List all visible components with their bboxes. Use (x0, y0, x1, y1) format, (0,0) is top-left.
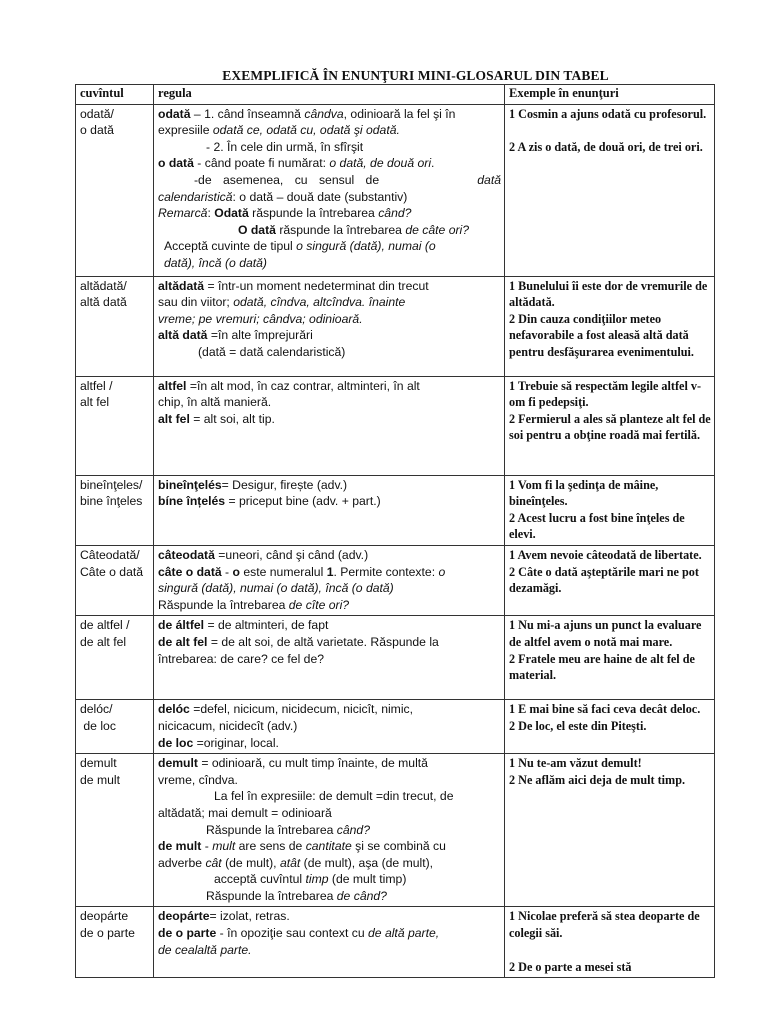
rule-text: o dată, de două ori (329, 156, 432, 171)
rule-text: odată ce, odată cu, odată şi odată. (212, 123, 400, 138)
rule-text: vreme, cîndva. (158, 772, 238, 787)
header-rule: regula (154, 85, 505, 105)
headword: deopárte (158, 909, 210, 924)
rule-text: de altă parte, (368, 926, 440, 941)
headword: de alt fel (158, 634, 208, 649)
word-line: alt fel (80, 395, 110, 410)
headword: altă dată (158, 328, 208, 343)
word-line: altfel / (80, 378, 113, 393)
table-row (76, 754, 715, 907)
rule-text: de cîte ori? (288, 597, 350, 612)
word-cell (76, 276, 154, 376)
rule-text: odată, cîndva, altcîndva. înainte (233, 295, 406, 310)
rule-cell (154, 545, 505, 615)
headword: demult (158, 756, 198, 771)
rule-text: adverbe (158, 855, 206, 870)
rule-cell (154, 754, 505, 907)
rule-text: - 2. În cele din urmă, în sfîrşit (206, 139, 364, 154)
rule-text: = priceput bine (adv. + part.) (225, 494, 381, 509)
numeral: 1 (326, 564, 334, 579)
headword: o dată (158, 156, 194, 171)
example-sentence: 2 A zis o dată, de două ori, de trei ori. (509, 140, 703, 155)
rule-text: Acceptă cuvinte de tipul (164, 239, 297, 254)
examples-cell (505, 104, 715, 276)
table-row (76, 276, 715, 376)
word-line: de alt fel (80, 634, 127, 649)
word-line: Câte o dată (80, 564, 144, 579)
example-sentence: 1 Vom fi la şedinţa de mâine, bineînţeles. (509, 477, 659, 509)
word-cell (76, 907, 154, 978)
word-cell (76, 700, 154, 754)
headword: de mult (158, 839, 202, 854)
rule-text: este numeralul (239, 564, 327, 579)
rule-text: =în alt mod, în caz contrar, altminteri, în alt (186, 378, 420, 393)
rule-text: , odinioară la fel şi în (343, 106, 456, 121)
rule-text: calendaristică (158, 189, 233, 204)
examples-cell (505, 276, 715, 376)
rule-text: cândva (304, 106, 344, 121)
word-line: bineînţeles/ (80, 477, 143, 492)
rule-text: nicicacum, nicidecît (adv.) (158, 718, 298, 733)
table-row (76, 616, 715, 700)
word-line: demult (80, 756, 117, 771)
headword: altădată (158, 278, 205, 293)
rule-text: =originar, local. (193, 735, 279, 750)
rule-text: = de altminteri, de fapt (204, 618, 329, 633)
word-line: delóc/ (80, 702, 113, 717)
table-row (76, 475, 715, 545)
rule-text: =defel, nicicum, nicidecum, nicicît, nimic, (189, 702, 414, 717)
rule-cell (154, 276, 505, 376)
word-line: de o parte (80, 926, 135, 941)
headword: O dată (238, 222, 276, 237)
rule-text: când? (378, 206, 412, 221)
rule-text: – 1. când înseamnă (190, 106, 305, 121)
rule-text: întrebarea: de care? ce fel de? (158, 651, 324, 666)
rule-text: de câte ori? (405, 222, 470, 237)
header-examples: Exemple în enunţuri (505, 85, 715, 105)
example-sentence: 2 De o parte a mesei stă (509, 959, 632, 974)
example-sentence: 2 Din cauza condiţiilor meteo nefavorabile a fost aleasă altă dată pentru desfăşurarea evenimentului. (509, 311, 694, 359)
headword: de áltfel (158, 618, 205, 633)
rule-text: o (438, 564, 446, 579)
example-sentence: 2 Ne aflăm aici deja de mult timp. (509, 772, 686, 787)
example-sentence: 1 Trebuie să respectăm legile altfel v-om fi pedepsiţi. (509, 378, 702, 410)
rule-text: Răspunde la întrebarea (206, 888, 337, 903)
rule-cell (154, 616, 505, 700)
example-sentence: 2 Acest lucru a fost bine înţeles de elevi. (509, 510, 685, 542)
example-sentence: 1 Nu te-am văzut demult! (509, 756, 642, 771)
rule-text: răspunde la întrebarea (248, 206, 379, 221)
rule-text: de când? (336, 888, 387, 903)
example-sentence: 1 Avem nevoie câteodată de libertate. (509, 547, 702, 562)
word-cell (76, 376, 154, 475)
headword: alt fel (158, 411, 190, 426)
word-line: bine înţeles (80, 494, 143, 509)
page-title: EXEMPLIFICĂ ÎN ENUNŢURI MINI-GLOSARUL DIN TABEL (222, 68, 609, 83)
rule-text: răspunde la întrebarea (275, 222, 406, 237)
example-sentence: 2 Fratele meu are haine de alt fel de material. (509, 651, 695, 683)
example-sentence: 2 De loc, el este din Piteşti. (509, 718, 647, 733)
headword: odată (158, 106, 191, 121)
headword: de loc (158, 735, 194, 750)
table-row (76, 700, 715, 754)
table-row (76, 907, 715, 978)
word-line: odată/ (80, 106, 114, 121)
rule-text: = Desigur, firește (adv.) (221, 477, 348, 492)
word-line: de altfel / (80, 618, 130, 633)
examples-cell (505, 700, 715, 754)
example-sentence: 1 Nu mi-a ajuns un punct la evaluare de altfel avem o notă mai mare. (509, 618, 702, 649)
rule-cell (154, 907, 505, 978)
remark-label: Remarcă (158, 206, 208, 221)
header-word: cuvîntul (76, 85, 154, 105)
examples-cell (505, 475, 715, 545)
example-sentence: 2 Câte o dată aşteptările mari ne pot dezamăgi. (509, 564, 699, 596)
rule-text: = de alt soi, de altă varietate. Răspunde la (207, 634, 439, 649)
headword: de o parte (158, 926, 217, 941)
rule-text: dată (477, 172, 501, 187)
rule-text: dată), încă (o dată) (164, 255, 267, 270)
word-line: de mult (80, 772, 120, 787)
headword: Odată (214, 206, 249, 221)
rule-text: (de mult timp) (328, 872, 407, 887)
rule-text: (de mult), (221, 855, 280, 870)
table-header-row (76, 85, 715, 105)
rule-text: -de asemenea, cu sensul de (194, 172, 380, 187)
word-line: o dată (80, 123, 114, 138)
rule-cell (154, 700, 505, 754)
rule-text: chip, în altă manieră. (158, 395, 272, 410)
rule-text: Răspunde la întrebarea (206, 822, 337, 837)
rule-text: de cealaltă parte. (158, 942, 252, 957)
headword: o (232, 564, 240, 579)
headword: câteodată (158, 547, 215, 562)
rule-text: = într-un moment nedeterminat din trecut (204, 278, 429, 293)
examples-cell (505, 907, 715, 978)
rule-text: şi se combină cu (351, 839, 446, 854)
table-row (76, 376, 715, 475)
rule-text: vreme; pe vremuri; cândva; odinioară. (158, 311, 363, 326)
headword: altfel (158, 378, 187, 393)
rule-text: =uneori, când şi când (adv.) (214, 547, 369, 562)
rule-text: are sens de (235, 839, 306, 854)
word-cell (76, 545, 154, 615)
rule-text: = alt soi, alt tip. (189, 411, 275, 426)
examples-cell (505, 616, 715, 700)
rule-text: (de mult), aşa (de mult), (300, 855, 434, 870)
rule-text: cât (205, 855, 222, 870)
rule-text: La fel în expresiile: de demult =din trecut, de (214, 789, 454, 804)
rule-text: când? (336, 822, 370, 837)
rule-text: - (201, 839, 213, 854)
rule-text: sau din viitor; (158, 295, 234, 310)
rule-text: (dată = dată calendaristică) (198, 344, 346, 359)
word-cell (76, 475, 154, 545)
rule-text: expresiile (158, 123, 213, 138)
rule-text: - (221, 564, 233, 579)
word-line: altădată/ (80, 278, 127, 293)
word-cell (76, 104, 154, 276)
word-line: Câteodată/ (80, 547, 140, 562)
examples-cell (505, 754, 715, 907)
rule-text: : o dată – două date (substantiv) (232, 189, 408, 204)
word-line: altă dată (80, 295, 127, 310)
headword: bineînţelés (158, 477, 222, 492)
rule-text: mult (212, 839, 236, 854)
rule-cell (154, 475, 505, 545)
word-line: de loc (80, 718, 116, 733)
headword: delóc (158, 702, 190, 717)
rule-text: cantitate (305, 839, 352, 854)
rule-text: atât (279, 855, 301, 870)
example-sentence: 1 Cosmin a ajuns odată cu profesorul. (509, 106, 707, 121)
headword: bíne înțelés (158, 494, 226, 509)
example-sentence: 2 Fermierul a ales să planteze alt fel de soi pentru a obţine roadă mai fertilă. (509, 411, 711, 443)
example-sentence: 1 Nicolae preferă să stea deoparte de colegii săi. (509, 909, 700, 941)
rule-text: altădată; mai demult = odinioară (158, 805, 332, 820)
glossary-table (75, 84, 715, 978)
rule-text: : (207, 206, 215, 221)
word-cell (76, 616, 154, 700)
table-row (76, 545, 715, 615)
rule-text: o singură (dată), numai (o (296, 239, 436, 254)
examples-cell (505, 376, 715, 475)
examples-cell (505, 545, 715, 615)
rule-text: acceptă cuvîntul (214, 872, 306, 887)
rule-text: =în alte împrejurări (207, 328, 313, 343)
rule-text: Răspunde la întrebarea (158, 597, 289, 612)
word-cell (76, 754, 154, 907)
word-line: deopárte (80, 909, 129, 924)
rule-text: = odinioară, cu mult timp înainte, de multă (197, 756, 428, 771)
rule-text: - când poate fi numărat: (193, 156, 330, 171)
rule-text: - în opoziţie sau context cu (216, 926, 368, 941)
rule-text: timp (305, 872, 329, 887)
example-sentence: 1 Bunelului îi este dor de vremurile de altădată. (509, 278, 708, 310)
example-sentence: 1 E mai bine să faci ceva decât deloc. (509, 702, 701, 717)
table-row (76, 104, 715, 276)
rule-text: = izolat, retras. (209, 909, 290, 924)
rule-text: . Permite contexte: (333, 564, 439, 579)
rule-cell: odată – 1. când înseamnă cândva, odinioară la fel şi în expresiile odată ce, odată cu, odată şi odată. - 2. În cele din urmă, în sfîrşit o dată - când poate fi numărat: o dată, de două ori. -de asemenea, cu sensul de dată calendaristică: o dată – două date (substantiv) Remarcă: Odată răspunde la întrebarea când? O dată răspunde la întrebarea de câte ori? Acceptă cuvinte de tipul o singură (dată), numai (o dată), încă (o dată) (154, 104, 505, 276)
rule-cell (154, 376, 505, 475)
rule-text: singură (dată), numai (o dată), încă (o dată) (158, 581, 394, 596)
headword: câte o dată (158, 564, 222, 579)
